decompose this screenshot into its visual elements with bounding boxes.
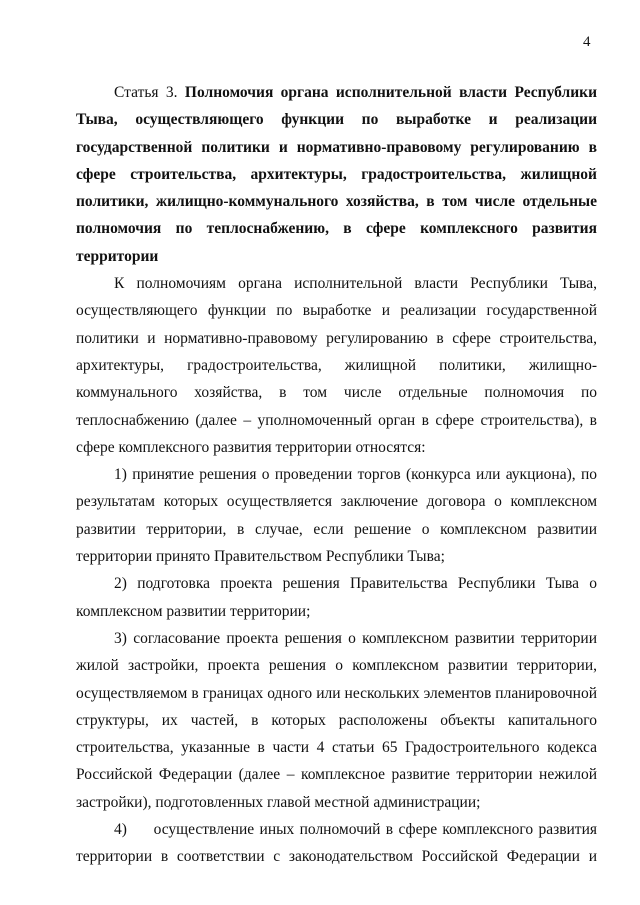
article-title: Полномочия органа исполнительной власти Республики Тыва, осуществляющего функции по выработке и реализации государственной политики и нормативно-правовому регулированию в сфере строительства, архитектуры, градостроительства, жилищной политики, жилищно-коммунального хозяйства, в том числе отдельные полномочия по теплоснабжению, в сфере комплексного развития территории — [76, 84, 597, 265]
document-body — [76, 79, 597, 871]
article-label: Статья 3. — [114, 84, 178, 101]
list-item-text: осуществление иных полномочий в сфере комплексного развития территории в соответствии с законодательством Российской Федерации и — [76, 821, 598, 866]
article-heading — [76, 79, 597, 270]
list-item — [76, 816, 597, 871]
list-item-text: принятие решения о проведении торгов (конкурса или аукциона), по результатам которых осуществляется заключение договора о комплексном развитии территории, в случае, если решение о комплексном развитии территории принято Правительством Республики Тыва; — [76, 466, 598, 566]
list-item-number: 3) — [114, 629, 127, 647]
list-item-number: 2) — [114, 575, 127, 593]
list-item-text: подготовка проекта решения Правительства Республики Тыва о комплексном развитии территории; — [76, 575, 598, 620]
list-item — [76, 570, 597, 625]
list-item — [76, 625, 597, 816]
list-item-text: согласование проекта решения о комплексном развитии территории жилой застройки, проекта решения о комплексном развитии территории, осуществляемом в границах одного или нескольких элементов планировочной структуры, их частей, в которых расположены объекты капитального строительства, указанные в части 4 статьи 65 Градостроительного кодекса Российской Федерации (далее – комплексное развитие территории нежилой застройки), подготовленных главой местной администрации; — [76, 629, 597, 811]
list-item — [76, 461, 597, 570]
page-number: 4 — [583, 34, 591, 50]
list-item-number: 4) — [114, 821, 127, 839]
intro-paragraph: К полномочиям органа исполнительной власти Республики Тыва, осуществляющего функции по выработке и реализации государственной политики и нормативно-правовому регулированию в сфере строительства, архитектуры, градостроительства, жилищной политики, жилищно-коммунального хозяйства, в том числе отдельные полномочия по теплоснабжению (далее – уполномоченный орган в сфере строительства), в сфере комплексного развития территории относятся: — [76, 275, 597, 456]
list-item-number: 1) — [114, 466, 127, 484]
